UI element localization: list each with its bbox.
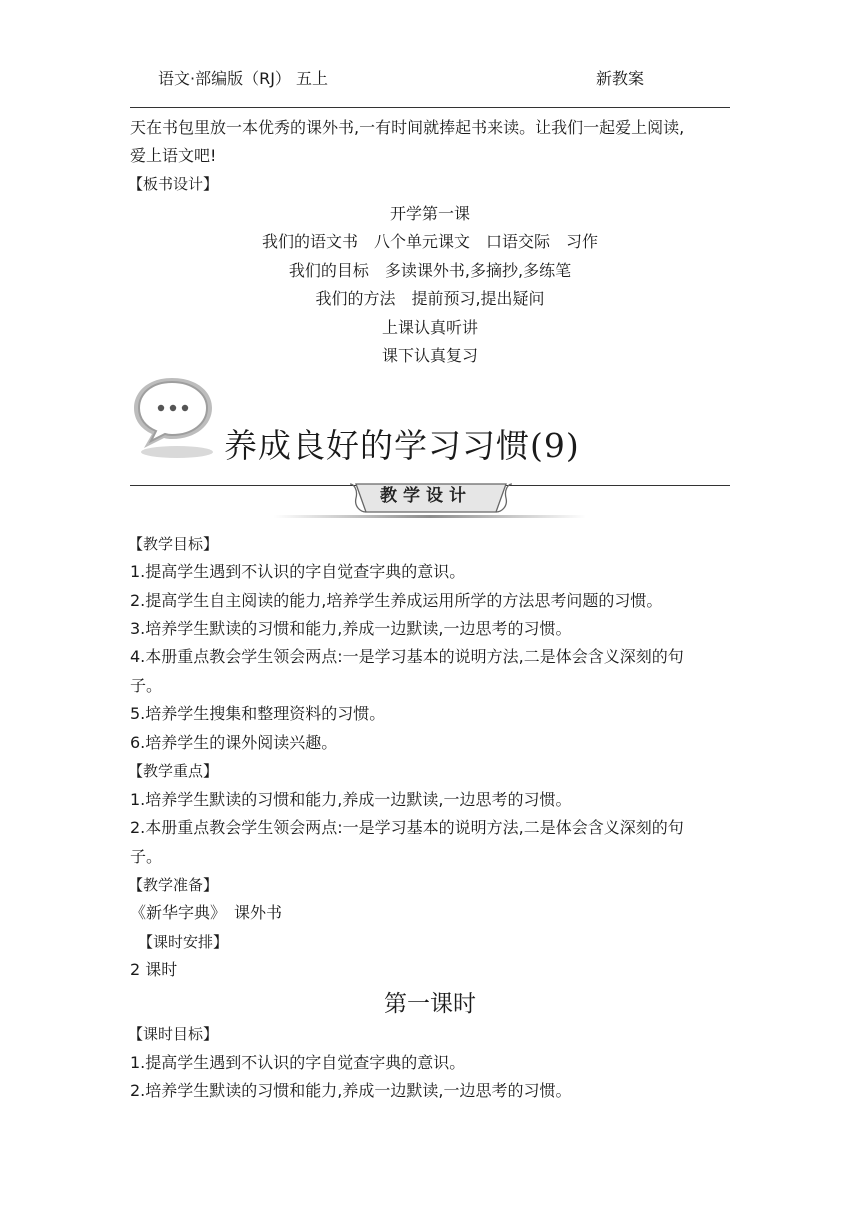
banner-teaching-design: 教学设计 xyxy=(380,486,472,506)
header-divider xyxy=(130,107,730,108)
board-line-1: 开学第一课 xyxy=(389,204,470,223)
objective-item: 4.本册重点教会学生领会两点:一是学习基本的说明方法,二是体会含义深刻的句 xyxy=(130,647,684,666)
key-point-item: 1.培养学生默读的习惯和能力,养成一边默读,一边思考的习惯。 xyxy=(130,790,572,809)
board-line-2: 我们的语文书 八个单元课文 口语交际 习作 xyxy=(261,232,598,251)
board-line-3: 我们的目标 多读课外书,多摘抄,多练笔 xyxy=(288,261,572,280)
intro-line-1: 天在书包里放一本优秀的课外书,一有时间就捧起书来读。让我们一起爱上阅读, xyxy=(130,118,685,137)
objectives-heading: 【教学目标】 xyxy=(128,535,219,553)
header-doc-type: 新教案 xyxy=(596,69,645,88)
schedule-heading: 【课时安排】 xyxy=(138,933,229,951)
first-period-title: 第一课时 xyxy=(384,991,476,1017)
period-objective-item: 2.培养学生默读的习惯和能力,养成一边默读,一边思考的习惯。 xyxy=(130,1081,572,1100)
board-line-6: 课下认真复习 xyxy=(381,346,478,365)
key-points-heading: 【教学重点】 xyxy=(128,762,219,780)
objective-item: 1.提高学生遇到不认识的字自觉查字典的意识。 xyxy=(130,562,466,581)
period-objectives-heading: 【课时目标】 xyxy=(128,1025,219,1043)
objective-item: 3.培养学生默读的习惯和能力,养成一边默读,一边思考的习惯。 xyxy=(130,619,572,638)
key-point-item: 子。 xyxy=(130,847,163,866)
objective-item: 2.提高学生自主阅读的能力,培养学生养成运用所学的方法思考问题的习惯。 xyxy=(130,591,663,610)
board-design-heading: 【板书设计】 xyxy=(128,175,219,193)
period-objective-item: 1.提高学生遇到不认识的字自觉查字典的意识。 xyxy=(130,1053,466,1072)
objective-item: 5.培养学生搜集和整理资料的习惯。 xyxy=(130,704,386,723)
board-line-4: 我们的方法 提前预习,提出疑问 xyxy=(315,289,545,308)
header-subject: 语文·部编版（RJ） 五上 xyxy=(158,69,329,88)
lesson-title: 养成良好的学习习惯(9) xyxy=(224,426,580,465)
schedule-text: 2 课时 xyxy=(130,960,178,979)
key-point-item: 2.本册重点教会学生领会两点:一是学习基本的说明方法,二是体会含义深刻的句 xyxy=(130,818,684,837)
preparation-text: 《新华字典》 课外书 xyxy=(130,903,283,922)
objective-item: 6.培养学生的课外阅读兴趣。 xyxy=(130,733,338,752)
objective-item: 子。 xyxy=(130,676,163,695)
board-line-5: 上课认真听讲 xyxy=(381,318,478,337)
intro-line-2: 爱上语文吧! xyxy=(130,146,217,165)
speech-bubble-icon xyxy=(128,372,220,464)
preparation-heading: 【教学准备】 xyxy=(128,876,219,894)
